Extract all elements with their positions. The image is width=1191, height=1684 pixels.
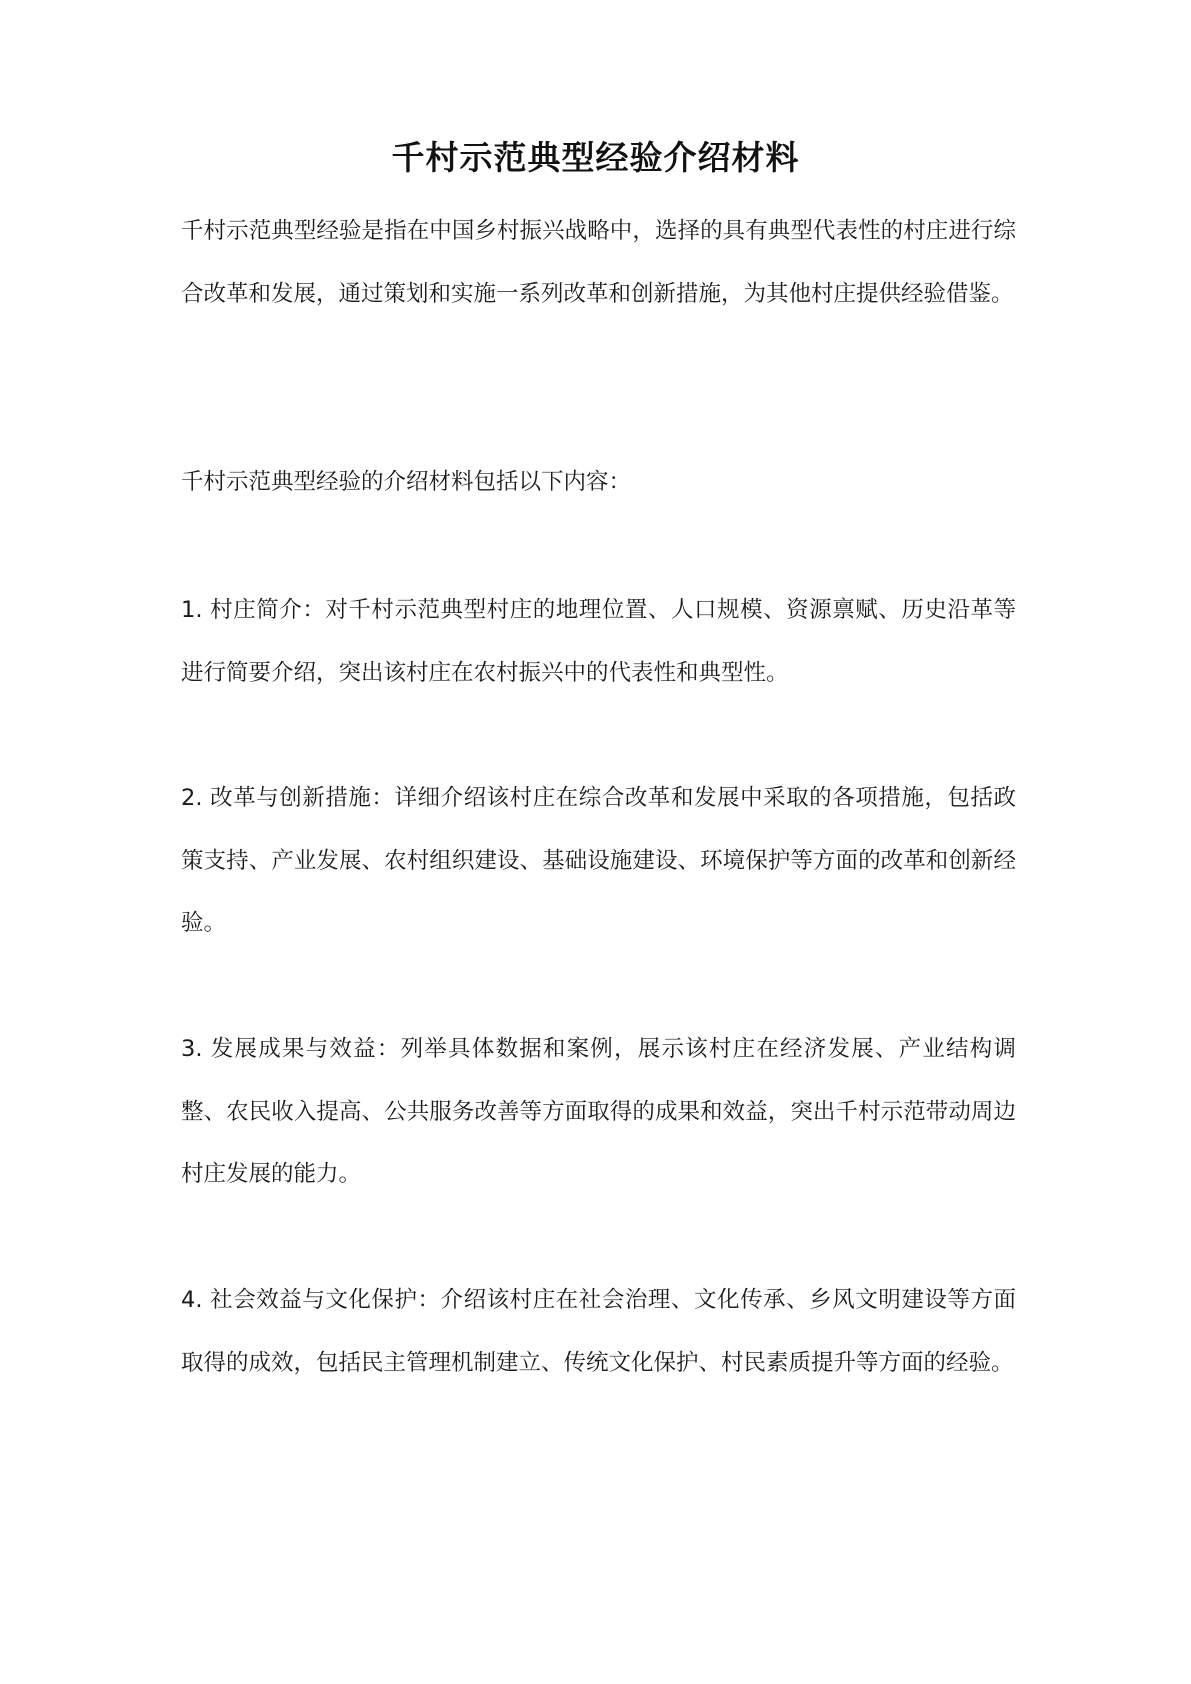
list-item-village-profile: 1. 村庄简介：对千村示范典型村庄的地理位置、人口规模、资源禀赋、历史沿革等进行简要介绍，突出该村庄在农村振兴中的代表性和典型性。 [181, 597, 1016, 686]
lead-paragraph: 千村示范典型经验的介绍材料包括以下内容： [181, 469, 632, 495]
intro-paragraph: 千村示范典型经验是指在中国乡村振兴战略中，选择的具有典型代表性的村庄进行综合改革和发展，通过策划和实施一系列改革和创新措施，为其他村庄提供经验借鉴。 [181, 218, 1016, 307]
list-item-social-benefits: 4. 社会效益与文化保护：介绍该村庄在社会治理、文化传承、乡风文明建设等方面取得的成效，包括民主管理机制建立、传统文化保护、村民素质提升等方面的经验。 [181, 1287, 1016, 1376]
document-title: 千村示范典型经验介绍材料 [391, 138, 800, 177]
list-item-development-results: 3. 发展成果与效益：列举具体数据和案例，展示该村庄在经济发展、产业结构调整、农民收入提高、公共服务改善等方面取得的成果和效益，突出千村示范带动周边村庄发展的能力。 [181, 1036, 1016, 1187]
list-item-reform-measures: 2. 改革与创新措施：详细介绍该村庄在综合改革和发展中采取的各项措施，包括政策支持、产业发展、农村组织建设、基础设施建设、环境保护等方面的改革和创新经验。 [181, 785, 1016, 936]
